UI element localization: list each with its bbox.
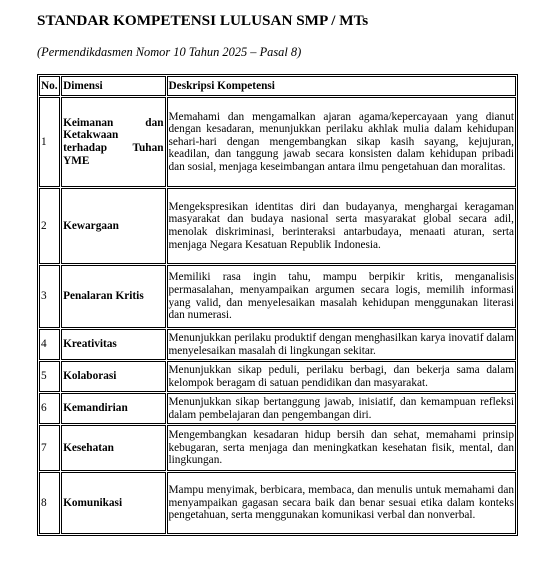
table-row [39,265,516,328]
document-subtitle: (Permendikdasmen Nomor 10 Tahun 2025 – Pasal 8) [37,45,302,59]
row-dimension: Kolaborasi [61,361,165,392]
competency-table [37,74,518,536]
table-row [39,393,516,424]
row-number: 7 [39,425,60,471]
document-title: STANDAR KOMPETENSI LULUSAN SMP / MTs [37,12,369,29]
row-description: Mengekspresikan identitas diri dan budayanya, menghargai keragaman masyarakat dan budaya nasional serta masyarakat global secara adil, menolak diskriminasi, berinteraksi antarbudaya, menaati aturan, serta menjaga Negara Kesatuan Republik Indonesia. [167,188,516,264]
row-dimension: Kewargaan [61,188,165,264]
row-dimension: Komunikasi [61,472,165,534]
row-description: Mampu menyimak, berbicara, membaca, dan menulis untuk memahami dan menyampaikan gagasan secara baik dan benar sesuai etika dalam konteks pengetahuan, serta menggunakan komunikasi verbal dan nonverbal. [167,472,516,534]
row-description: Menunjukkan perilaku produktif dengan menghasilkan karya inovatif dalam menyelesaikan masalah di lingkungan sekitar. [167,329,516,360]
table-row [39,472,516,534]
row-dimension: Kreativitas [61,329,165,360]
row-number: 8 [39,472,60,534]
table-row [39,329,516,360]
row-description: Mengembangkan kesadaran hidup bersih dan sehat, memahami prinsip kebugaran, serta menjaga dan meningkatkan kesehatan fisik, mental, dan lingkungan. [167,425,516,471]
table-row [39,361,516,392]
row-dimension: Keimanan dan Ketakwaan terhadap Tuhan YME [61,97,165,187]
table-row [39,188,516,264]
header-description: Deskripsi Kompetensi [167,76,516,96]
row-number: 3 [39,265,60,328]
header-no: No. [39,76,60,96]
table-row [39,97,516,187]
row-description: Memiliki rasa ingin tahu, mampu berpikir kritis, menganalisis permasalahan, menyampaikan argumen secara logis, memilih informasi yang valid, dan menyelesaikan masalah kehidupan menggunakan literasi dan numerasi. [167,265,516,328]
table-header-row [39,76,516,96]
row-dimension: Kesehatan [61,425,165,471]
header-dimension: Dimensi [61,76,165,96]
row-number: 2 [39,188,60,264]
row-dimension: Penalaran Kritis [61,265,165,328]
row-number: 5 [39,361,60,392]
row-description: Menunjukkan sikap peduli, perilaku berbagi, dan bekerja sama dalam kelompok beragam di satuan pendidikan dan masyarakat. [167,361,516,392]
row-description: Menunjukkan sikap bertanggung jawab, inisiatif, dan kemampuan refleksi dalam pembelajaran dan pengembangan diri. [167,393,516,424]
row-number: 6 [39,393,60,424]
row-number: 1 [39,97,60,187]
row-number: 4 [39,329,60,360]
table-row [39,425,516,471]
row-dimension: Kemandirian [61,393,165,424]
row-description: Memahami dan mengamalkan ajaran agama/kepercayaan yang dianut dengan kesadaran, menunjukkan perilaku akhlak mulia dalam kehidupan sehari-hari dengan mengembangkan sikap kasih sayang, kejujuran, keadilan, dan tanggung jawab secara konsisten dalam kehidupan pribadi dan sosial, menjaga keseimbangan antara ilmu pengetahuan dan moralitas. [167,97,516,187]
